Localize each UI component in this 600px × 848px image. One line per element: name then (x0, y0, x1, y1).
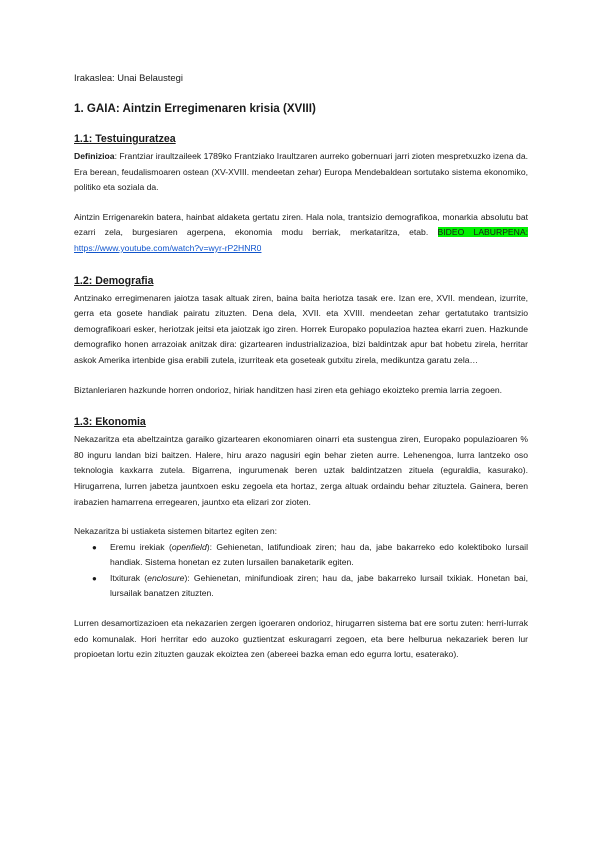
list-item: ● Itxiturak (enclosure): Gehienetan, minifundioak ziren; hau da, jabe bakarreko lursail txikiak. Honetan bai, lursailak banatzen zituzten. (92, 572, 528, 599)
teacher-line: Irakaslea: Unai Belaustegi (74, 72, 183, 83)
term-enclosure: enclosure (147, 572, 185, 583)
farming-systems-list (74, 540, 528, 602)
changes-paragraph (74, 210, 528, 257)
demography-paragraph-2: Biztanleriaren hazkunde horren ondorioz, hiriak handitzen hasi ziren eta gehiago ekoizteko premia larria zegoen. (74, 384, 503, 395)
topic-title: 1. GAIA: Aintzin Erregimenaren krisia (XVIII) (74, 102, 316, 115)
bullet-icon: ● (92, 573, 97, 583)
bullet-icon: ● (92, 542, 97, 552)
definition-text: : Frantziar iraultzaileek 1789ko Frantziako Iraultzaren aurreko gobernuari jarri zioten mespretxuzko izena da. Era berean, feudalismoaren ostean (XV-XVIII. mendeetan zehar) Europa Mendebaldean sortutako sistema ekonomiko, politiko eta soziala da. (74, 151, 528, 193)
video-summary-label: BIDEO LABURPENA: (437, 227, 528, 238)
economy-intro: Nekazaritza bi ustiaketa sistemen bitartez egiten zen: (74, 526, 278, 537)
list-item: ● Eremu irekiak (openfield): Gehienetan, latifundioak ziren; hau da, jabe bakarreko edo kolektiboko lursail handiak. Sistema honetan ez zuten lursailen banaketarik egiten. (92, 541, 528, 568)
economy-paragraph-2: Lurren desamortizazioen eta nekazarien zergen igoeraren ondorioz, hirugarren sistema bat ere sortu zuten: herri-lurrak edo komunalak. Hori herritar edo auzoko guztientzat eskuragarri zegoen, eta bere helburua nekazariek beren lur propioetan lortu ezin zituzten gauzak ekoiztea zen (abereei bazka eman edo egurra lortu, esaterako). (74, 618, 528, 660)
changes-text: Aintzin Errigenarekin batera, hainbat aldaketa gertatu ziren. Hala nola, trantsizio demografikoa, monarkia absolutu bat ezarri zela, burgesiaren agerpena, ekonomia modu berriak, merkataritza, etab. (74, 211, 528, 238)
term-openfield: openfield (171, 541, 207, 552)
section-title-demography: 1.2: Demografia (74, 274, 154, 287)
definition-label: Definizioa (74, 151, 115, 161)
section-title-context: 1.1: Testuinguratzea (74, 133, 176, 145)
demography-paragraph-1: Antzinako erregimenaren jaiotza tasak altuak ziren, baina baita heriotza tasak ere. Izan ere, XVII. mendean, izurrite, gerra eta gosete handiak pairatu zituzten. Dena dela, XVII. eta XVIII. mendeetan zehar gertatutako trantsizio demografikoari esker, heriotzak jeitsi eta jaiotzak igo ziren. Horrek Europako populazioa haztea ekarri zuen. Hazkunde demografiko honen arrazoiak anitzak dira: gizartearen industrializazioa, bizi baldintzak apur bat hobetu zirela, herritar askok Amerika irtenbide gisa erabili zutela, izurriteak eta goseteak gutxitu zirela, medikuntza garatu zela… (74, 292, 528, 365)
definition-paragraph (74, 149, 528, 196)
section-title-economy: 1.3: Ekonomia (74, 416, 146, 429)
economy-paragraph-1: Nekazaritza eta abeltzaintza garaiko gizartearen ekonomiaren oinarri eta sustengua ziren, Europako populazioaren % 80 inguru landan bizi baitzen. Halere, hiru arazo nagusiri egin behar zieten aurre. Lehenengoa, lurra lantzeko oso teknologia kaxkarra zutela. Bigarrena, ingurumenak beren uztak baldintzatzen zituela (eguraldia, kasurako). Hirugarrena, lurren jabetza jauntxoen esku zegoela eta hortaz, zerga altuak ordaindu behar zituztela. Gainera, beren irabazien hamarrena erregearen, jauntxo eta elizari zor zioten. (74, 434, 528, 507)
video-link[interactable]: https://www.youtube.com/watch?v=wyr-rP2HNR0 (74, 242, 262, 253)
